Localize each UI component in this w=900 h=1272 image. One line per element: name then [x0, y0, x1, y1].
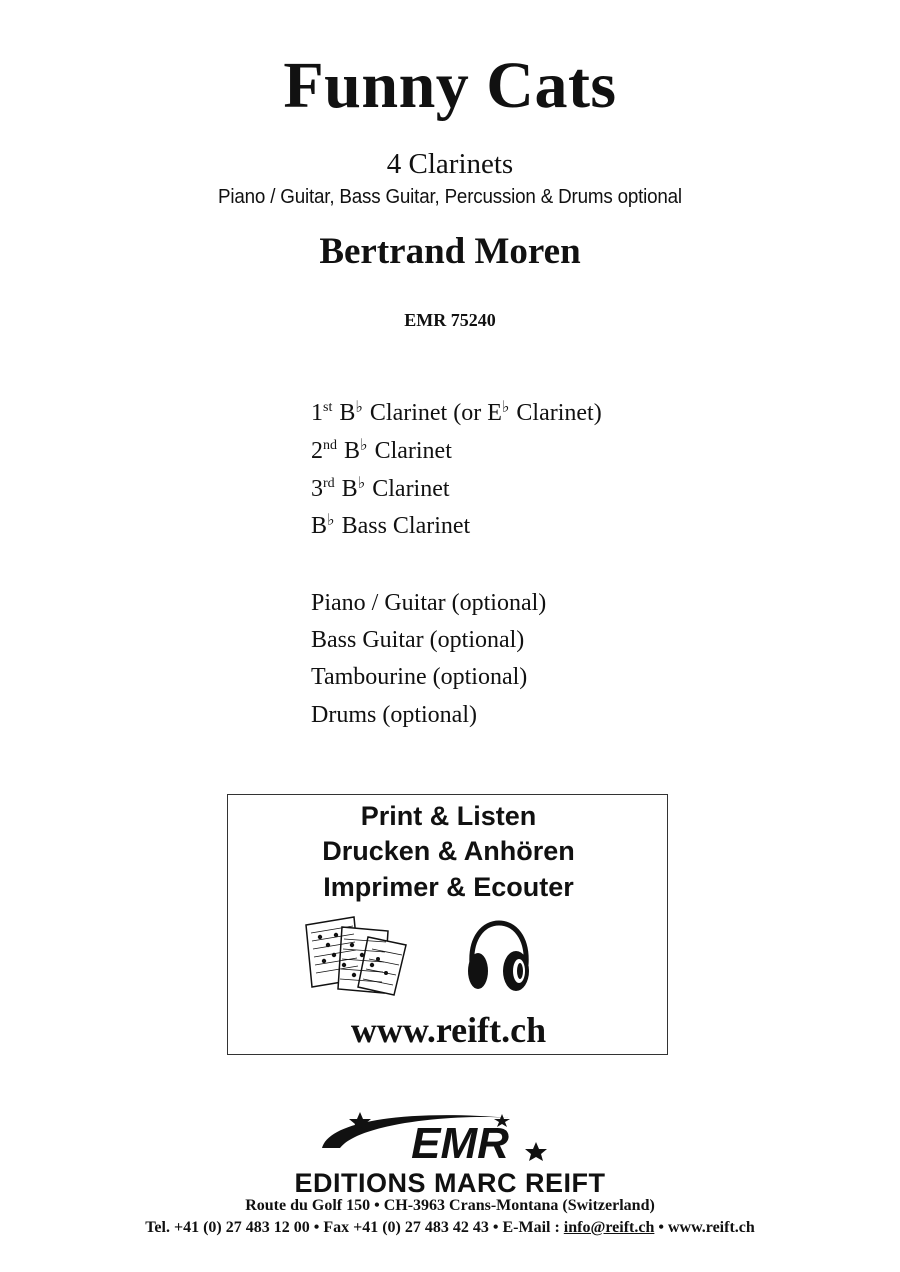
instrumentation-line: Piano / Guitar, Bass Guitar, Percussion & Drums optional	[218, 186, 682, 208]
part-3: 3rd B♭ Clarinet	[311, 475, 450, 502]
publisher-address: Route du Golf 150 • CH-3963 Crans-Montana (Switzerland)	[245, 1197, 655, 1214]
logo-text: EMR	[411, 1119, 509, 1168]
publisher-contact: Tel. +41 (0) 27 483 12 00 • Fax +41 (0) 27 483 42 43 • E-Mail : info@reift.ch • www.reift.ch	[145, 1219, 755, 1236]
optional-part-1: Piano / Guitar (optional)	[311, 590, 547, 616]
part-4: B♭ Bass Clarinet	[311, 512, 471, 539]
print-listen-box	[227, 794, 668, 1055]
part-2: 2nd B♭ Clarinet	[311, 437, 452, 464]
promo-line-de: Drucken & Anhören	[322, 836, 575, 866]
promo-line-fr: Imprimer & Ecouter	[323, 872, 574, 902]
optional-part-2: Bass Guitar (optional)	[311, 627, 525, 653]
composer-name: Bertrand Moren	[319, 231, 581, 272]
page-title: Funny Cats	[283, 49, 617, 122]
promo-line-en: Print & Listen	[360, 801, 537, 831]
promo-url[interactable]: www.reift.ch	[350, 1010, 547, 1050]
optional-part-3: Tambourine (optional)	[311, 664, 528, 690]
headphones-icon	[464, 919, 534, 997]
part-1: 1st B♭ Clarinet (or E♭ Clarinet)	[311, 399, 602, 426]
publisher-name: EDITIONS MARC REIFT	[294, 1168, 606, 1198]
subtitle: 4 Clarinets	[386, 148, 514, 180]
email-link[interactable]: info@reift.ch	[563, 1219, 655, 1236]
sheet-music-icon	[302, 915, 412, 997]
optional-part-4: Drums (optional)	[311, 702, 477, 728]
catalog-number: EMR 75240	[404, 310, 496, 330]
